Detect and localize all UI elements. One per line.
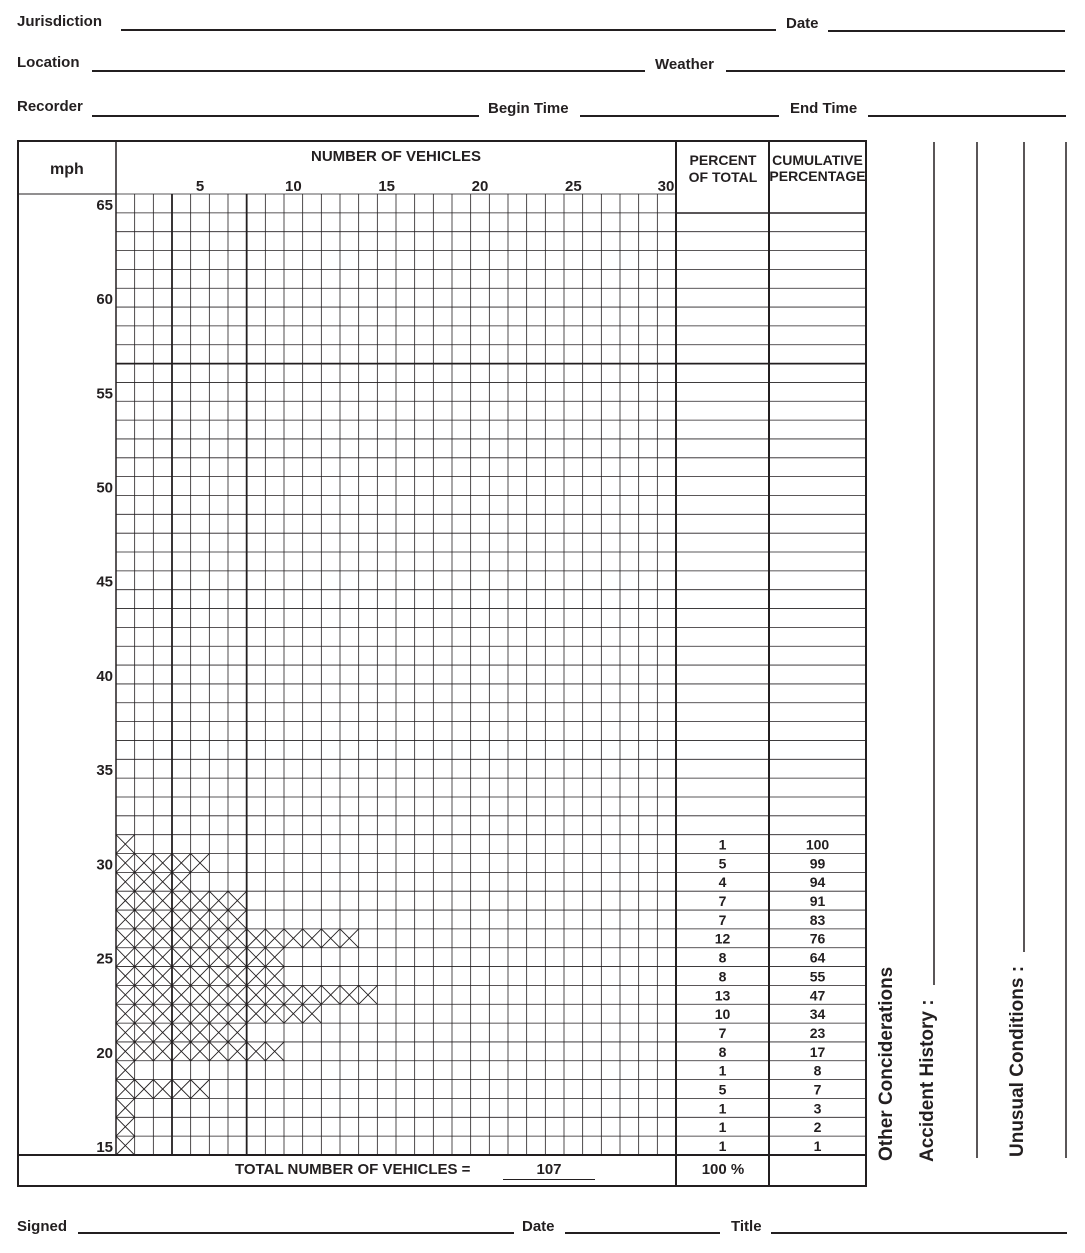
count-tick-label: 30 bbox=[657, 178, 675, 195]
speed-tick-label: 15 bbox=[96, 1139, 113, 1156]
unusual-conditions-label: Unusual Conditions : bbox=[1007, 965, 1028, 1157]
cumulative-percentage-value: 94 bbox=[809, 874, 826, 891]
footer-title-label: Title bbox=[731, 1218, 762, 1235]
cumulative-header-line2: PERCENTAGE bbox=[769, 168, 866, 184]
percent-of-total-value: 1 bbox=[718, 1062, 727, 1079]
speed-column-header: mph bbox=[50, 161, 84, 178]
begin-time-label: Begin Time bbox=[488, 100, 569, 117]
recorder-label: Recorder bbox=[17, 98, 83, 115]
speed-tick-label: 40 bbox=[96, 667, 113, 685]
speed-tick-label: 60 bbox=[96, 291, 113, 309]
count-tick-label: 5 bbox=[195, 178, 205, 195]
speed-tick-label: 55 bbox=[96, 385, 113, 403]
percent-of-total-value: 7 bbox=[718, 911, 727, 928]
speed-tick-label: 45 bbox=[96, 573, 113, 591]
percent-of-total-value: 7 bbox=[718, 1024, 727, 1041]
speed-tick-label: 30 bbox=[96, 856, 113, 874]
cumulative-percentage-value: 2 bbox=[813, 1119, 822, 1136]
count-tick-label: 20 bbox=[471, 178, 489, 195]
percent-of-total-value: 12 bbox=[714, 930, 731, 947]
cumulative-percentage-value: 3 bbox=[813, 1100, 822, 1117]
table-frame bbox=[18, 141, 866, 1186]
cumulative-percentage-value: 55 bbox=[809, 968, 826, 985]
cumulative-percentage-value: 91 bbox=[809, 893, 826, 910]
speed-tick-label: 25 bbox=[96, 950, 113, 968]
cumulative-percentage-value: 34 bbox=[809, 1006, 826, 1023]
percent-of-total-value: 8 bbox=[718, 949, 727, 966]
speed-tick-label: 35 bbox=[96, 762, 113, 780]
percent-of-total-value: 1 bbox=[718, 1100, 727, 1117]
percent-of-total-value: 5 bbox=[718, 855, 727, 872]
speed-tick-label: 65 bbox=[96, 196, 113, 214]
cumulative-percentage-value: 7 bbox=[813, 1081, 822, 1098]
cumulative-header-line1: CUMULATIVE bbox=[772, 152, 863, 168]
cumulative-percentage-value: 76 bbox=[809, 930, 826, 947]
percent-of-total-value: 5 bbox=[718, 1081, 727, 1098]
speed-tick-label: 50 bbox=[96, 479, 113, 497]
cumulative-percentage-value: 64 bbox=[809, 949, 826, 966]
percent-header-line1: PERCENT bbox=[689, 152, 757, 168]
percent-of-total-value: 8 bbox=[718, 1043, 727, 1060]
jurisdiction-label: Jurisdiction bbox=[17, 13, 103, 30]
date-label: Date bbox=[786, 15, 819, 32]
percent-of-total-value: 10 bbox=[714, 1006, 731, 1023]
vehicles-header: NUMBER OF VEHICLES bbox=[310, 148, 481, 165]
end-time-label: End Time bbox=[790, 100, 858, 117]
cumulative-percentage-value: 8 bbox=[813, 1062, 822, 1079]
cumulative-percentage-value: 83 bbox=[809, 911, 826, 928]
percent-of-total-value: 1 bbox=[718, 1138, 727, 1154]
percent-header-line2: OF TOTAL bbox=[688, 169, 758, 185]
count-tick-label: 25 bbox=[564, 178, 582, 195]
weather-label: Weather bbox=[655, 56, 714, 73]
footer-date-label: Date bbox=[522, 1218, 555, 1235]
percent-of-total-value: 1 bbox=[718, 836, 727, 853]
speed-tick-label: 20 bbox=[96, 1044, 113, 1062]
cumulative-percentage-value: 1 bbox=[813, 1138, 822, 1154]
cumulative-percentage-value: 99 bbox=[809, 855, 826, 872]
percent-of-total-value: 4 bbox=[718, 874, 727, 891]
cumulative-percentage-value: 47 bbox=[809, 987, 826, 1004]
count-tick-label: 15 bbox=[378, 178, 396, 195]
signed-label: Signed bbox=[17, 1218, 68, 1235]
percent-of-total-value: 1 bbox=[718, 1119, 727, 1136]
location-label: Location bbox=[17, 54, 80, 71]
count-tick-label: 10 bbox=[284, 178, 302, 195]
percent-total-value: 100 % bbox=[701, 1161, 745, 1178]
cumulative-percentage-value: 23 bbox=[809, 1024, 826, 1041]
cumulative-percentage-value: 100 bbox=[805, 836, 830, 853]
other-considerations-label: Other Conciderations bbox=[876, 966, 897, 1161]
total-vehicles-label: TOTAL NUMBER OF VEHICLES = bbox=[235, 1161, 471, 1178]
percent-of-total-value: 7 bbox=[718, 893, 727, 910]
accident-history-label: Accident History : bbox=[917, 999, 938, 1162]
percent-of-total-value: 13 bbox=[714, 987, 731, 1004]
percent-of-total-value: 8 bbox=[718, 968, 727, 985]
total-vehicles-value: 107 bbox=[536, 1161, 562, 1178]
cumulative-percentage-value: 17 bbox=[809, 1043, 826, 1060]
